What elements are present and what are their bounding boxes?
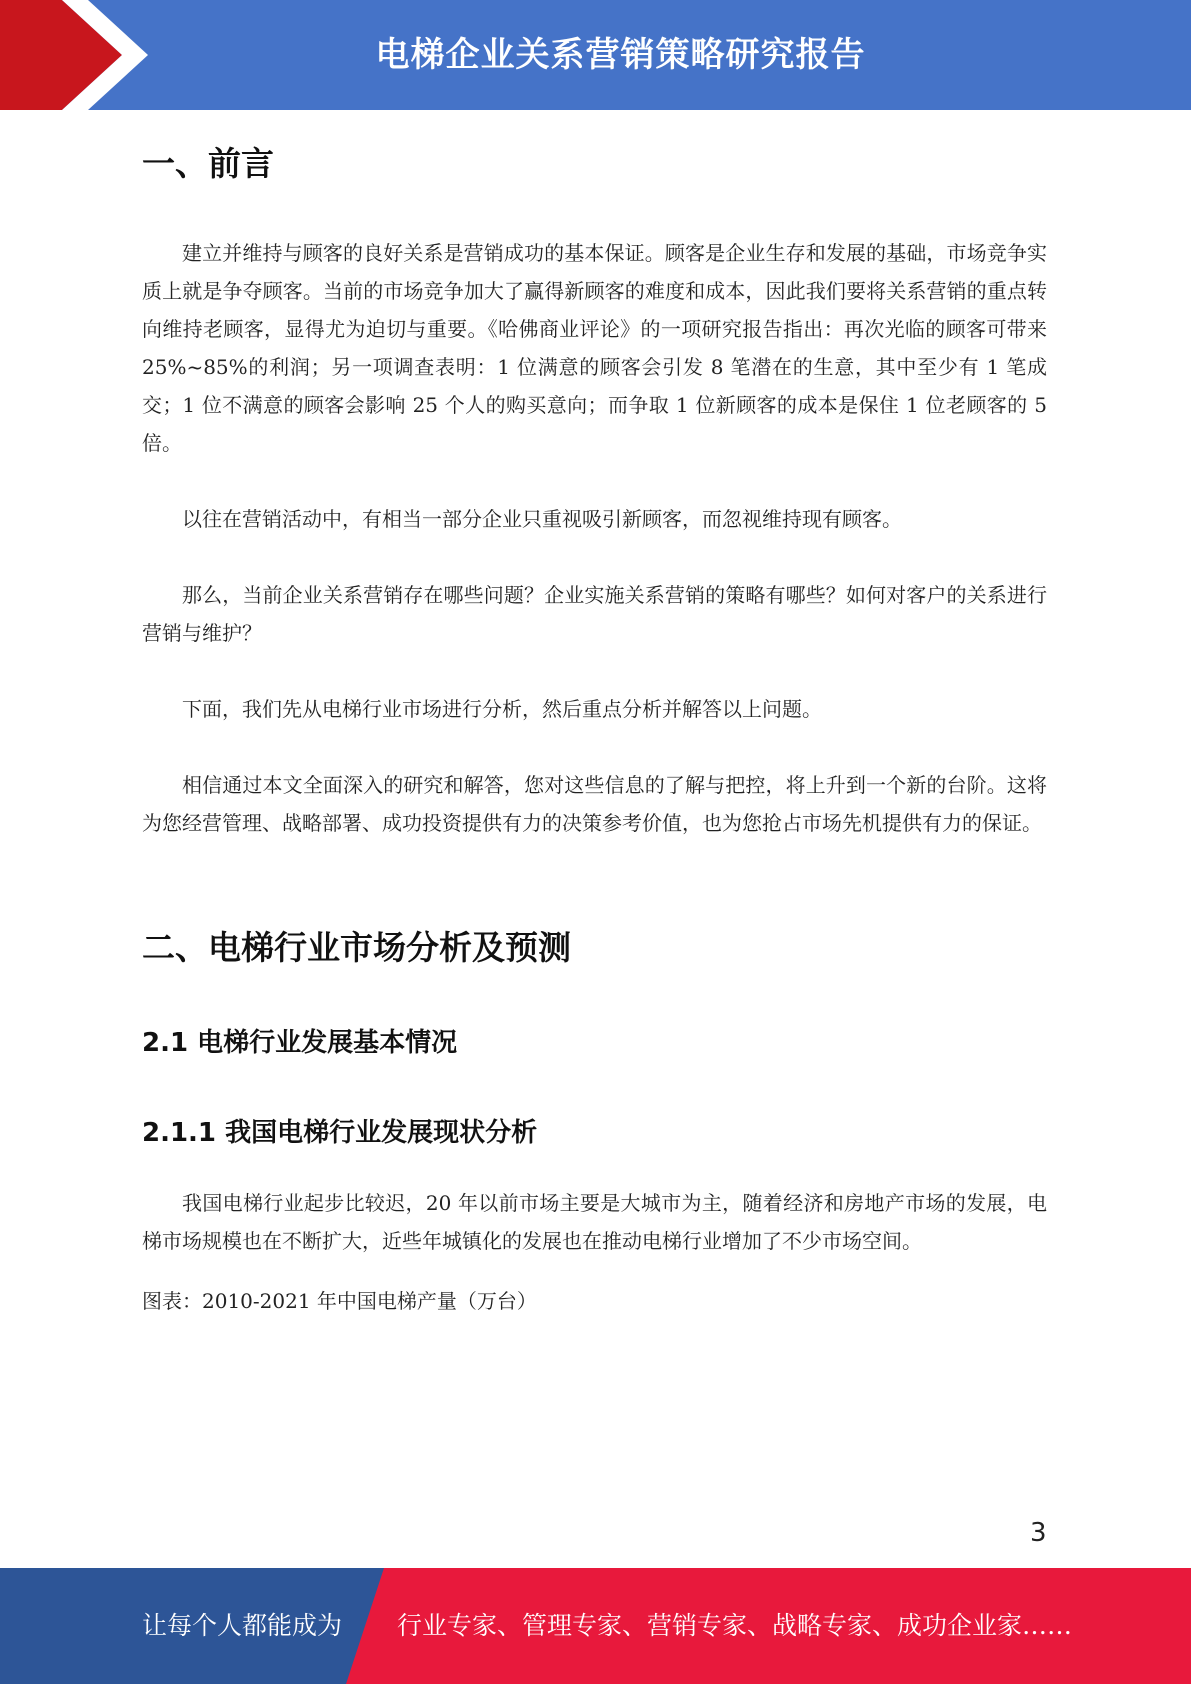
footer-slogan-left: 让每个人都能成为 <box>142 1611 343 1640</box>
paragraph: 以往在营销活动中，有相当一部分企业只重视吸引新顾客，而忽视维持现有顾客。 <box>182 507 902 531</box>
footer-slogan-right: 行业专家、管理专家、营销专家、战略专家、成功企业家…… <box>397 1611 1073 1640</box>
section-heading-market-analysis: 二、电梯行业市场分析及预测 <box>142 928 571 967</box>
page-footer <box>0 1568 1191 1684</box>
page-number: 3 <box>1030 1518 1047 1548</box>
subsection-heading: 2.1 电梯行业发展基本情况 <box>142 1028 458 1058</box>
subsubsection-heading: 2.1.1 我国电梯行业发展现状分析 <box>142 1118 538 1148</box>
figure-caption: 图表：2010-2021 年中国电梯产量（万台） <box>142 1289 537 1313</box>
paragraph: 下面，我们先从电梯行业市场进行分析，然后重点分析并解答以上问题。 <box>182 697 822 721</box>
page-header <box>0 0 1191 110</box>
paragraph: 我国电梯行业起步比较迟，20 年以前市场主要是大城市为主，随着经济和房地产市场的发展，电梯市场规模也在不断扩大，近些年城镇化的发展也在推动电梯行业增加了不少市场空间。 <box>142 1191 1047 1253</box>
paragraph: 那么，当前企业关系营销存在哪些问题？企业实施关系营销的策略有哪些？如何对客户的关系进行营销与维护？ <box>142 583 1047 645</box>
paragraph: 相信通过本文全面深入的研究和解答，您对这些信息的了解与把控，将上升到一个新的台阶。这将为您经营管理、战略部署、成功投资提供有力的决策参考价值，也为您抢占市场先机提供有力的保证。 <box>142 773 1047 835</box>
section-heading-preface: 一、前言 <box>142 144 274 183</box>
paragraph: 建立并维持与顾客的良好关系是营销成功的基本保证。顾客是企业生存和发展的基础，市场竞争实质上就是争夺顾客。当前的市场竞争加大了赢得新顾客的难度和成本，因此我们要将关系营销的重点转向维持老顾客，显得尤为迫切与重要。《哈佛商业评论》的一项研究报告指出：再次光临的顾客可带来 25%~85%的利润；另一项调查表明：1 位满意的顾客会引发 8 笔潜在的生意，其中至少有 1 笔成交；1 位不满意的顾客会影响 25 个人的购买意向；而争取 1 位新顾客的成本是保住 1 位老顾客的 5 倍。 <box>142 241 1047 455</box>
report-title: 电梯企业关系营销策略研究报告 <box>375 35 866 75</box>
